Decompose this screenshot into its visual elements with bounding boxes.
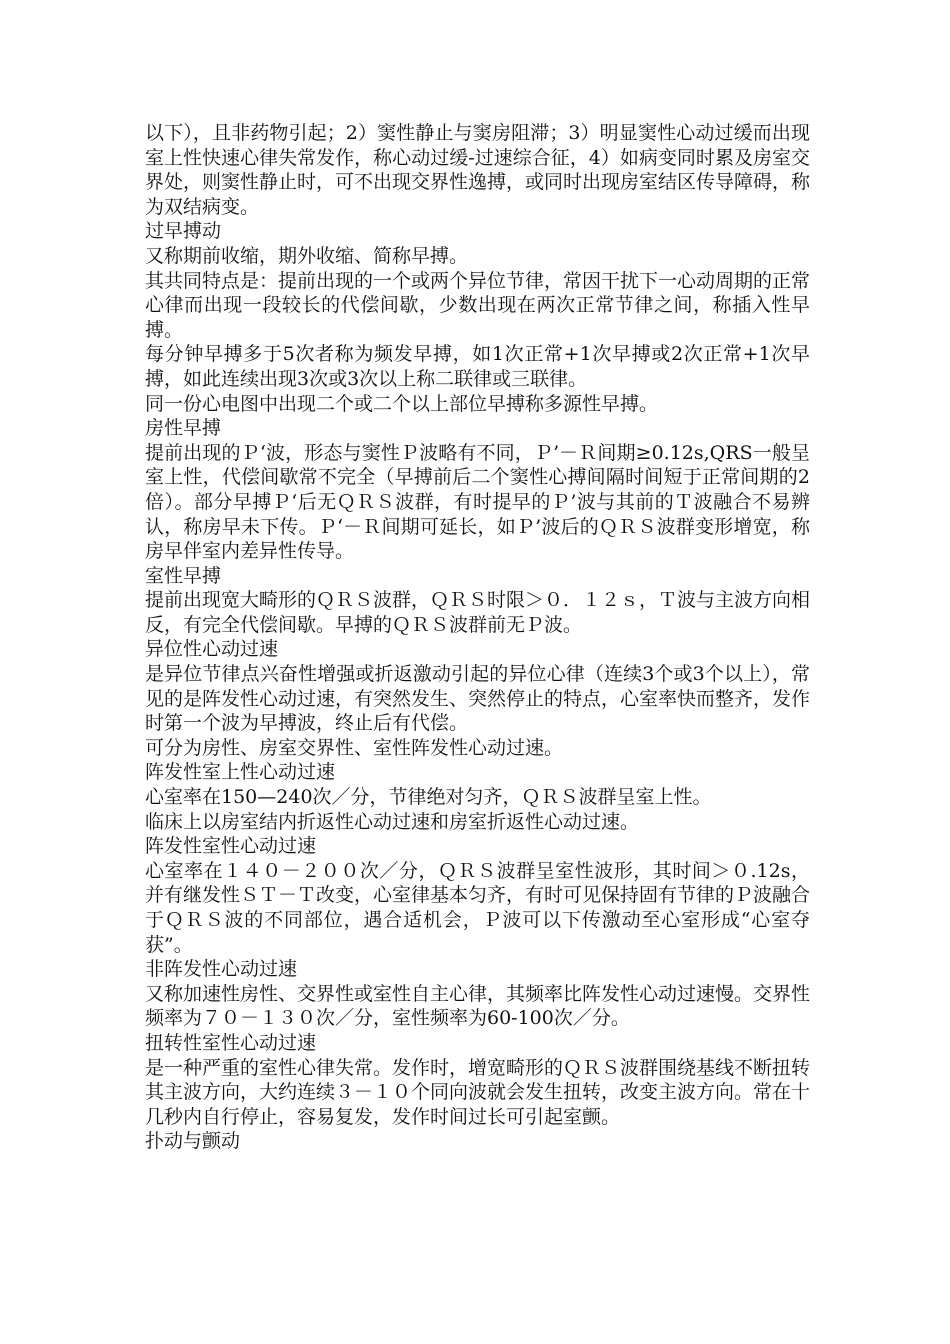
paragraph-nonparoxysmal-tachycardia: 又称加速性房性、交界性或室性自主心律，其频率比阵发性心动过速慢。交界性频率为７０－１３０次／分，室性频率为60-100次／分。 xyxy=(145,982,811,1030)
document-page xyxy=(145,121,810,1154)
paragraph-paroxysmal-svt-rate: 心室率在150—240次／分，节律绝对匀齐，ＱＲＳ波群呈室上性。 xyxy=(145,786,712,809)
paragraph-frequent-premature-beats: 每分钟早搏多于5次者称为频发早搏，如1次正常+1次早搏或2次正常+1次早搏，如此连续出现3次或3次以上称二联律或三联律。 xyxy=(145,343,810,390)
paragraph-premature-beats-alias: 又称期前收缩，期外收缩、简称早搏。 xyxy=(145,244,469,267)
paragraph-ectopic-tachycardia: 是异位节律点兴奋性增强或折返激动引起的异位心律（连续3个或3个以上），常见的是阵发性心动过速，有突然发生、突然停止的特点，心室率快而整齐，发作时第一个波为早搏波，终止后有代偿。 xyxy=(145,663,811,735)
heading-ectopic-tachycardia: 异位性心动过速 xyxy=(145,638,279,661)
paragraph-sinus-node-disease: 以下），且非药物引起；2）窦性静止与窦房阻滞；3）明显窦性心动过缓而出现室上性快速心律失常发作，称心动过缓-过速综合征，4）如病变同时累及房室交界处，则窦性静止时，可不出现交界性逸搏，或同时出现房室结区传导障碍，称为双结病变。 xyxy=(145,122,811,218)
heading-premature-beats: 过早搏动 xyxy=(145,220,222,243)
heading-flutter-fibrillation: 扑动与颤动 xyxy=(145,1130,241,1153)
heading-paroxysmal-svt: 阵发性室上性心动过速 xyxy=(145,761,336,784)
heading-atrial-premature-beats: 房性早搏 xyxy=(145,417,222,440)
paragraph-paroxysmal-svt-clinical: 临床上以房室结内折返性心动过速和房室折返性心动过速。 xyxy=(145,810,640,833)
heading-ventricular-premature-beats: 室性早搏 xyxy=(145,564,222,587)
paragraph-multifocal-premature-beats: 同一份心电图中出现二个或二个以上部位早搏称多源性早搏。 xyxy=(145,392,659,415)
paragraph-paroxysmal-vt: 心室率在１４０－２００次／分，ＱＲＳ波群呈室性波形，其时间＞０.12s，并有继发性ＳＴ－Ｔ改变，心室律基本匀齐，有时可见保持固有节律的Ｐ波融合于ＱＲＳ波的不同部位，遇合适机会，Ｐ波可以下传激动至心室形成“心室夺获”。 xyxy=(145,859,811,956)
paragraph-ventricular-premature-beats: 提前出现宽大畸形的ＱＲＳ波群，ＱＲＳ时限＞０．１２ｓ，Ｔ波与主波方向相反，有完全代偿间歇。早搏的ＱＲＳ波群前无Ｐ波。 xyxy=(145,589,811,636)
paragraph-atrial-premature-beats: 提前出现的Ｐ‘波，形态与窦性Ｐ波略有不同，Ｐ’－Ｒ间期≥0.12s,QRS一般呈室上性，代偿间歇常不完全（早搏前后二个窦性心搏间隔时间短于正常间期的2倍）。部分早搏Ｐ‘后无ＱＲＳ波群，有时提早的Ｐ’波与其前的Ｔ波融合不易辨认，称房早未下传。Ｐ‘－Ｒ间期可延长，如Ｐ’波后的ＱＲＳ波群变形增宽，称房早伴室内差异性传导。 xyxy=(145,441,810,563)
heading-paroxysmal-vt: 阵发性室性心动过速 xyxy=(145,835,317,858)
paragraph-tachycardia-types: 可分为房性、房室交界性、室性阵发性心动过速。 xyxy=(145,736,564,759)
paragraph-torsades-vt: 是一种严重的室性心律失常。发作时，增宽畸形的ＱＲＳ波群围绕基线不断扭转其主波方向，大约连续３－１０个同向波就会发生扭转，改变主波方向。常在十几秒内自行停止，容易复发，发作时间过长可引起室颤。 xyxy=(145,1056,811,1128)
heading-torsades-vt: 扭转性室性心动过速 xyxy=(145,1031,317,1054)
heading-nonparoxysmal-tachycardia: 非阵发性心动过速 xyxy=(145,958,298,981)
paragraph-premature-beats-features: 其共同特点是：提前出现的一个或两个异位节律，常因干扰下一心动周期的正常心律而出现一段较长的代偿间歇，少数出现在两次正常节律之间，称插入性早搏。 xyxy=(145,269,811,341)
